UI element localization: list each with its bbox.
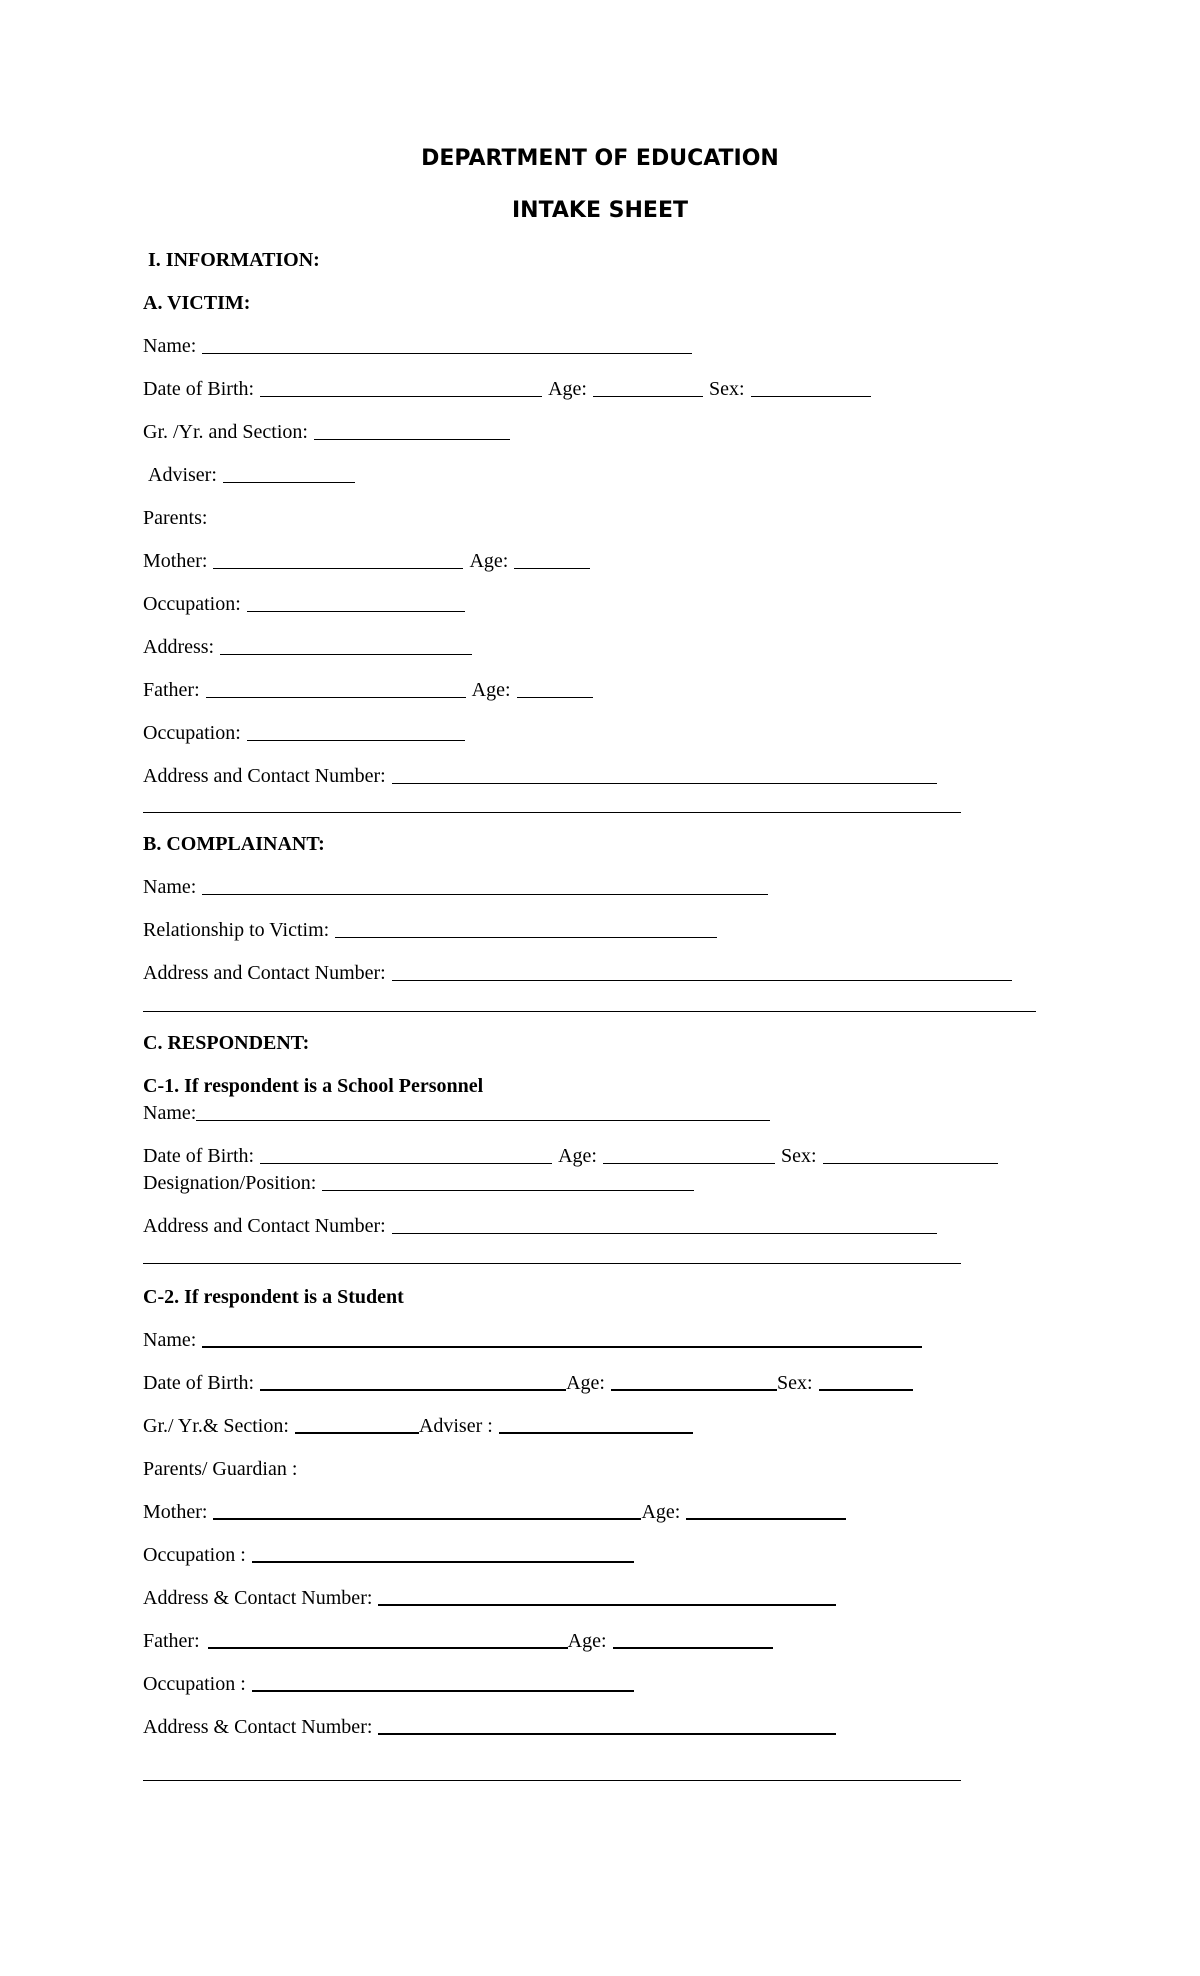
student-father-field[interactable] [208, 1627, 568, 1649]
victim-father-age-label: Age: [471, 679, 511, 701]
victim-address-contact-row [143, 763, 937, 789]
victim-father-label: Father: [143, 679, 200, 701]
student-mother-label: Mother: [143, 1501, 208, 1523]
personnel-sex-field[interactable] [823, 1143, 998, 1164]
student-grade-label: Gr./ Yr.& Section: [143, 1415, 289, 1437]
complainant-heading: B. COMPLAINANT: [143, 833, 325, 855]
student-father-row [143, 1628, 773, 1654]
victim-adviser-row [148, 462, 355, 488]
victim-parents-label: Parents: [143, 507, 208, 529]
complainant-address-contact-label: Address and Contact Number: [143, 962, 386, 984]
personnel-name-field[interactable] [196, 1100, 770, 1121]
student-father-age-label: Age: [567, 1630, 607, 1652]
personnel-designation-row [143, 1170, 694, 1196]
victim-mother-address-label: Address: [143, 636, 215, 658]
complainant-address-continuation-line[interactable] [143, 1011, 1036, 1012]
respondent-student-heading: C-2. If respondent is a Student [143, 1286, 404, 1308]
victim-address-contact-label: Address and Contact Number: [143, 765, 386, 787]
student-age-label: Age: [566, 1372, 605, 1394]
student-grade-row [143, 1413, 693, 1439]
victim-father-occupation-label: Occupation: [143, 722, 241, 744]
student-mother-address-field[interactable] [378, 1584, 836, 1606]
student-grade-field[interactable] [295, 1412, 419, 1434]
personnel-age-label: Age: [558, 1145, 597, 1167]
victim-mother-address-field[interactable] [220, 634, 472, 655]
victim-dob-row [143, 376, 871, 402]
victim-grade-label: Gr. /Yr. and Section: [143, 421, 308, 443]
personnel-address-contact-row [143, 1213, 937, 1239]
complainant-name-row [143, 874, 768, 900]
victim-father-field[interactable] [206, 677, 466, 698]
student-guardian-label: Parents/ Guardian : [143, 1458, 298, 1480]
student-name-label: Name: [143, 1329, 197, 1351]
personnel-name-row [143, 1100, 770, 1126]
section-information-heading: I. INFORMATION: [148, 249, 320, 271]
student-age-field[interactable] [611, 1369, 777, 1391]
student-mother-occupation-label: Occupation : [143, 1544, 246, 1566]
student-mother-age-label: Age: [641, 1501, 681, 1523]
victim-name-label: Name: [143, 335, 197, 357]
victim-mother-occupation-row [143, 591, 465, 617]
student-father-address-label: Address & Contact Number: [143, 1716, 373, 1738]
complainant-relationship-label: Relationship to Victim: [143, 919, 330, 941]
victim-name-field[interactable] [202, 333, 692, 354]
student-name-field[interactable] [202, 1326, 922, 1348]
victim-mother-age-label: Age: [469, 550, 509, 572]
victim-father-occupation-field[interactable] [247, 720, 465, 741]
victim-mother-occupation-label: Occupation: [143, 593, 241, 615]
form-title: INTAKE SHEET [512, 198, 688, 223]
student-father-occupation-field[interactable] [252, 1670, 634, 1692]
student-mother-row [143, 1499, 846, 1525]
victim-father-age-field[interactable] [517, 677, 593, 698]
student-mother-field[interactable] [213, 1498, 641, 1520]
student-adviser-label: Adviser : [418, 1415, 493, 1437]
student-father-occupation-row [143, 1671, 634, 1697]
victim-mother-row [143, 548, 590, 574]
student-mother-age-field[interactable] [686, 1498, 846, 1520]
victim-age-label: Age: [548, 378, 587, 400]
personnel-name-label: Name: [143, 1102, 197, 1124]
complainant-address-contact-row [143, 960, 1012, 986]
victim-sex-label: Sex: [708, 378, 745, 400]
victim-mother-occupation-field[interactable] [247, 591, 465, 612]
personnel-sex-label: Sex: [780, 1145, 817, 1167]
personnel-address-contact-field[interactable] [392, 1213, 937, 1234]
personnel-address-continuation-line[interactable] [143, 1263, 961, 1264]
personnel-age-field[interactable] [603, 1143, 775, 1164]
complainant-name-field[interactable] [202, 874, 768, 895]
student-mother-occupation-field[interactable] [252, 1541, 634, 1563]
student-dob-field[interactable] [260, 1369, 566, 1391]
victim-age-field[interactable] [593, 376, 703, 397]
student-father-address-field[interactable] [378, 1713, 836, 1735]
student-father-occupation-label: Occupation : [143, 1673, 246, 1695]
department-title: DEPARTMENT OF EDUCATION [421, 146, 779, 171]
student-mother-address-label: Address & Contact Number: [143, 1587, 373, 1609]
victim-sex-field[interactable] [751, 376, 871, 397]
student-mother-address-row [143, 1585, 836, 1611]
victim-mother-field[interactable] [213, 548, 463, 569]
victim-father-occupation-row [143, 720, 465, 746]
victim-adviser-label: Adviser: [148, 464, 217, 486]
student-mother-occupation-row [143, 1542, 634, 1568]
complainant-address-contact-field[interactable] [392, 960, 1012, 981]
student-adviser-field[interactable] [499, 1412, 693, 1434]
victim-adviser-field[interactable] [223, 462, 355, 483]
student-father-age-field[interactable] [613, 1627, 773, 1649]
personnel-designation-field[interactable] [322, 1170, 694, 1191]
victim-mother-label: Mother: [143, 550, 208, 572]
victim-heading: A. VICTIM: [143, 292, 251, 314]
student-name-row [143, 1327, 922, 1353]
personnel-dob-label: Date of Birth: [143, 1145, 255, 1167]
personnel-dob-field[interactable] [260, 1143, 552, 1164]
respondent-heading: C. RESPONDENT: [143, 1032, 310, 1054]
respondent-personnel-heading: C-1. If respondent is a School Personnel [143, 1075, 484, 1097]
student-father-label: Father: [143, 1630, 200, 1652]
victim-address-contact-field[interactable] [392, 763, 937, 784]
victim-grade-field[interactable] [314, 419, 510, 440]
victim-dob-field[interactable] [260, 376, 542, 397]
complainant-relationship-field[interactable] [335, 917, 717, 938]
complainant-name-label: Name: [143, 876, 197, 898]
student-dob-row [143, 1370, 913, 1396]
victim-mother-address-row [143, 634, 472, 660]
student-sex-label: Sex: [776, 1372, 813, 1394]
personnel-dob-row [143, 1143, 998, 1169]
victim-mother-age-field[interactable] [514, 548, 590, 569]
student-dob-label: Date of Birth: [143, 1372, 255, 1394]
personnel-designation-label: Designation/Position: [143, 1172, 317, 1194]
victim-name-row [143, 333, 692, 359]
complainant-relationship-row [143, 917, 717, 943]
victim-address-continuation-line[interactable] [143, 812, 961, 813]
victim-dob-label: Date of Birth: [143, 378, 255, 400]
victim-father-row [143, 677, 593, 703]
student-father-address-row [143, 1714, 836, 1740]
victim-grade-row [143, 419, 510, 445]
personnel-address-contact-label: Address and Contact Number: [143, 1215, 386, 1237]
student-sex-field[interactable] [819, 1369, 913, 1391]
student-address-continuation-line[interactable] [143, 1780, 961, 1781]
